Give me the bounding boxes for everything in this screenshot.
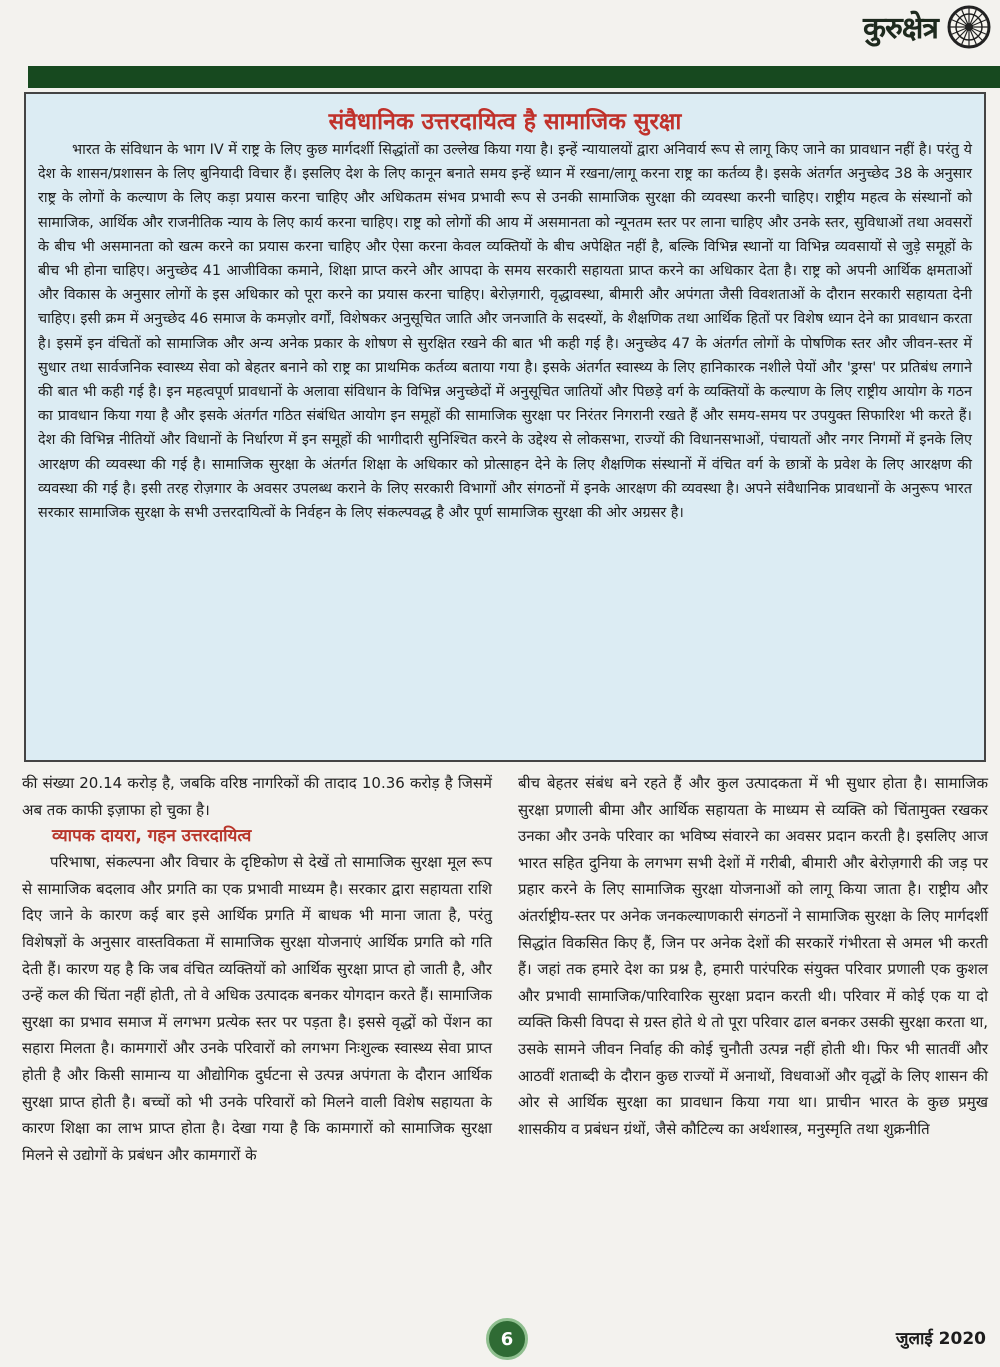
right-column bbox=[518, 770, 988, 1142]
left-column-paragraph: परिभाषा, संकल्पना और विचार के दृष्टिकोण से देखें तो सामाजिक सुरक्षा मूल रूप से सामाजिक बदलाव और प्रगति का एक प्रभावी माध्यम है। सरकार द्वारा सहायता राशि दिए जाने के कारण कई बार इसे आर्थिक प्रगति में बाधक भी माना जाता है, परंतु विशेषज्ञों के अनुसार वास्तविकता में सामाजिक सुरक्षा योजनाएं आर्थिक प्रगति को गति देती हैं। कारण यह है कि जब वंचित व्यक्तियों को आर्थिक सुरक्षा प्राप्त हो जाती है, और उन्हें कल की चिंता नहीं होती, तो वे अधिक उत्पादक बनकर योगदान करते हैं। सामाजिक सुरक्षा का प्रभाव समाज में लगभग प्रत्येक स्तर पर पड़ता है। इससे वृद्धों को पेंशन का सहारा मिलता है। कामगारों और उनके परिवारों को लगभग निःशुल्क स्वास्थ्य सेवा प्राप्त होती है और किसी सामान्य या औद्योगिक दुर्घटना से उत्पन्न अपंगता के दौरान आर्थिक सुरक्षा प्राप्त होती है। बच्चों को भी उनके परिवारों को मिलने वाली विशेष सहायता के कारण शिक्षा का लाभ प्राप्त होता है। देखा गया है कि कामगारों को सामाजिक सुरक्षा मिलने से उद्योगों के प्रबंधन और कामगारों के bbox=[22, 853, 492, 1164]
box-title: संवैधानिक उत्तरदायित्व है सामाजिक सुरक्षा bbox=[328, 109, 682, 135]
section-subheading: व्यापक दायरा, गहन उत्तरदायित्व bbox=[52, 826, 252, 847]
page-number-badge: 6 bbox=[486, 1318, 528, 1360]
issue-date: जुलाई 2020 bbox=[895, 1329, 986, 1349]
chakra-emblem-icon bbox=[946, 4, 992, 50]
header-green-bar bbox=[28, 66, 1000, 88]
magazine-masthead: कुरुक्षेत्र bbox=[862, 11, 938, 46]
constitutional-info-box bbox=[24, 92, 986, 762]
page-header bbox=[0, 0, 1000, 62]
right-column-paragraph: बीच बेहतर संबंध बने रहते हैं और कुल उत्पादकता में भी सुधार होता है। सामाजिक सुरक्षा प्रणाली बीमा और आर्थिक सहायता के माध्यम से व्यक्ति को चिंतामुक्त रखकर उनका और उनके परिवार का भविष्य संवारने का अवसर प्रदान करती है। इसलिए आज भारत सहित दुनिया के लगभग सभी देशों में गरीबी, बीमारी और बेरोज़गारी की जड़ पर प्रहार करने के लिए सामाजिक सुरक्षा योजनाओं को लागू किया जाता है। राष्ट्रीय और अंतर्राष्ट्रीय-स्तर पर अनेक जनकल्याणकारी संगठनों ने सामाजिक सुरक्षा के लिए मार्गदर्शी सिद्धांत विकसित किए हैं, जिन पर अनेक देशों की सरकारें गंभीरता से अमल भी करती हैं। जहां तक हमारे देश का प्रश्न है, हमारी पारंपरिक संयुक्त परिवार प्रणाली एक कुशल और प्रभावी सामाजिक/पारिवारिक सुरक्षा प्रदान करती थी। परिवार में कोई एक या दो व्यक्ति किसी विपदा से ग्रस्त होते थे तो पूरा परिवार ढाल बनकर उसकी सुरक्षा करता था, उसके सामने जीवन निर्वाह की कोई चुनौती उत्पन्न नहीं होती थी। फिर भी सातवीं और आठवीं शताब्दी के दौरान कुछ राज्यों में अनाथों, विधवाओं और वृद्धों के लिए शासन की ओर से आर्थिक सुरक्षा का प्रावधान किया गया था। प्राचीन भारत के कुछ प्रमुख शासकीय व प्रबंधन ग्रंथों, जैसे कौटिल्य का अर्थशास्त्र, मनुस्मृति तथा शुक्रनीति bbox=[518, 774, 988, 1138]
left-column-intro: की संख्या 20.14 करोड़ है, जबकि वरिष्ठ नागरिकों की तादाद 10.36 करोड़ है जिसमें अब तक काफी इज़ाफा हो चुका है। bbox=[22, 774, 492, 819]
box-body-text: भारत के संविधान के भाग IV में राष्ट्र के लिए कुछ मार्गदर्शी सिद्धांतों का उल्लेख किया गया है। इन्हें न्यायालयों द्वारा अनिवार्य रूप से लागू किए जाने का प्रावधान नहीं है। परंतु ये देश के शासन/प्रशासन के लिए बुनियादी विचार हैं। इसलिए देश के लिए कानून बनाते समय इन्हें ध्यान में रखना/लागू करना राष्ट्र का कर्तव्य है। इसके अंतर्गत अनुच्छेद 38 के अनुसार राष्ट्र के लोगों के कल्याण के लिए कड़ा प्रयास करना चाहिए और अधिकतम संभव प्रभावी रूप से उनकी सामाजिक सुरक्षा की व्यवस्था करनी चाहिए। राष्ट्रीय महत्व के संस्थानों को सामाजिक, आर्थिक और राजनीतिक न्याय के लिए कार्य करना चाहिए। राष्ट्र को लोगों की आय में असमानता को न्यूनतम स्तर पर लाना चाहिए और उनके स्तर, सुविधाओं तथा अवसरों के बीच भी असमानता को खत्म करने का प्रयास करना चाहिए और ऐसा करना केवल व्यक्तियों के बीच अपेक्षित नहीं है, बल्कि विभिन्न स्थानों या विभिन्न व्यवसायों से जुड़े समूहों के बीच भी होना चाहिए। अनुच्छेद 41 आजीविका कमाने, शिक्षा प्राप्त करने और आपदा के समय सरकारी सहायता प्राप्त करने का अधिकार देता है। राष्ट्र को अपनी आर्थिक क्षमताओं और विकास के अनुसार लोगों के इस अधिकार को पूरा करने का प्रयास करना चाहिए। बेरोज़गारी, वृद्धावस्था, बीमारी और अपंगता जैसी विवशताओं के दौरान सरकारी सहायता देनी चाहिए। इसी क्रम में अनुच्छेद 46 समाज के कमज़ोर वर्गों, विशेषकर अनुसूचित जाति और जनजाति के सदस्यों, के शैक्षणिक तथा आर्थिक हितों पर विशेष ध्यान देने का प्रावधान करता है। इसमें इन वंचितों को सामाजिक और अन्य अनेक प्रकार के शोषण से सुरक्षित रखने की बात भी कही गई है। अनुच्छेद 47 के अंतर्गत लोगों के पोषणिक स्तर और जीवन-स्तर में सुधार तथा सार्वजनिक स्वास्थ्य सेवा को बेहतर बनाने को राष्ट्र का प्राथमिक कर्तव्य बताया गया है। इसके अंतर्गत स्वास्थ्य के लिए हानिकारक नशीले पेयों और 'ड्रग्स' पर प्रतिबंध लगाने की बात भी कही गई है। इन महत्वपूर्ण प्रावधानों के अलावा संविधान के विभिन्न अनुच्छेदों में अनुसूचित जातियों और पिछड़े वर्ग के व्यक्तियों के कल्याण के लिए राष्ट्रीय आयोग के गठन का प्रावधान किया गया है और इसके अंतर्गत गठित संबंधित आयोग इन समूहों की सामाजिक सुरक्षा पर निरंतर निगरानी रखते हैं और समय-समय पर उपयुक्त सिफारिश भी करते हैं। देश की विभिन्न नीतियों और विधानों के निर्धारण में इन समूहों की भागीदारी सुनिश्चित करने के उद्देश्य से लोकसभा, राज्यों की विधानसभाओं, पंचायतों और नगर निगमों में इनके लिए आरक्षण की व्यवस्था की गई है। सामाजिक सुरक्षा के अंतर्गत शिक्षा के अधिकार को प्रोत्साहन देने के लिए शैक्षणिक संस्थानों में वंचित वर्ग के छात्रों के प्रवेश के लिए आरक्षण की व्यवस्था की गई है। इसी तरह रोज़गार के अवसर उपलब्ध कराने के लिए सरकारी विभागों और संगठनों में इनके आरक्षण की व्यवस्था है। अपने संवैधानिक प्रावधानों के अनुरूप भारत सरकार सामाजिक सुरक्षा के सभी उत्तरदायित्वों के निर्वहन के लिए संकल्पवद्ध है और पूर्ण सामाजिक सुरक्षा की ओर अग्रसर है। bbox=[38, 142, 972, 522]
left-column bbox=[22, 770, 492, 1168]
